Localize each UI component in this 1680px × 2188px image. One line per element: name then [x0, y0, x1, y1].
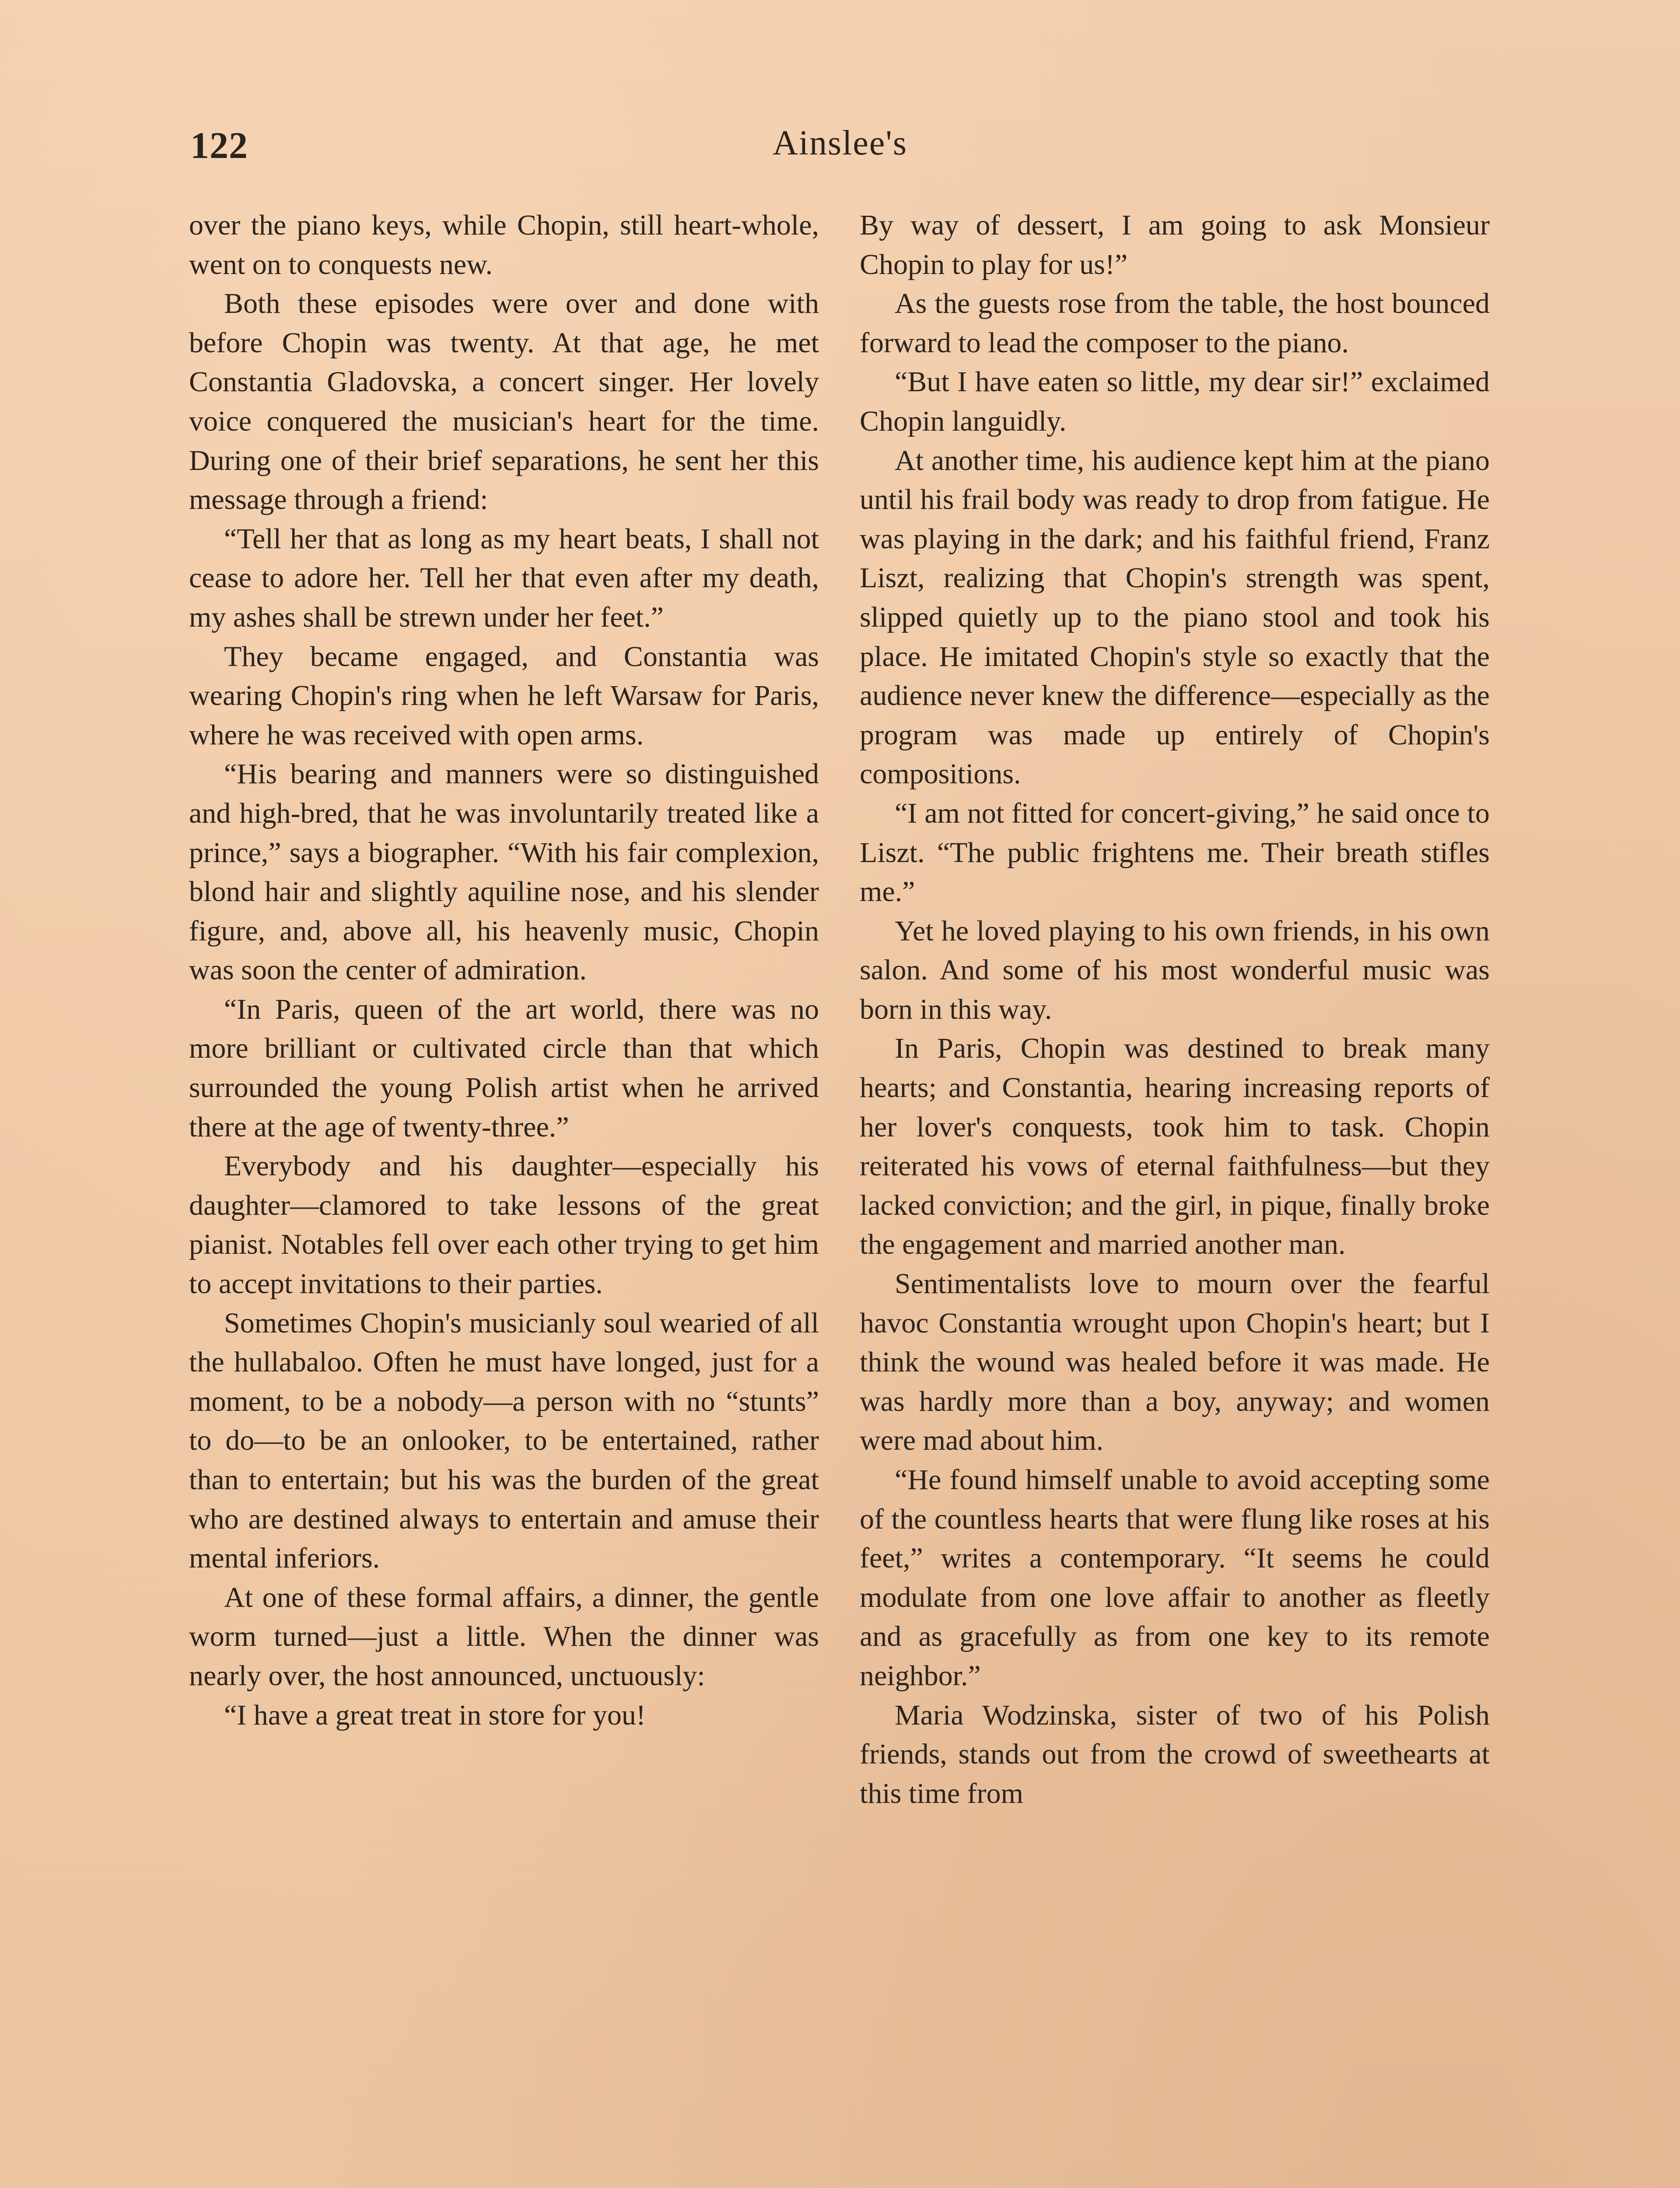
- paragraph: At another time, his audience kept him at the piano until his frail body was ready to drop from fatigue. He was playing in the dark; and his faithful friend, Franz Liszt, realizing that Chopin's strength was spent, slipped quietly up to the piano stool and took his place. He imitated Chopin's style so exactly that the audience never knew the difference—especially as the program was made up entirely of Chopin's compositions.: [860, 444, 1490, 790]
- paragraph: “His bearing and manners were so distinguished and high-bred, that he was involuntarily treated like a prince,” says a biographer. “With his fair complexion, blond hair and slightly aquiline nose, and his slender figure, and, above all, his heavenly music, Chopin was soon the center of admiration.: [189, 758, 819, 986]
- paragraph: By way of dessert, I am going to ask Monsieur Chopin to play for us!”: [860, 209, 1490, 281]
- paragraph: “But I have eaten so little, my dear sir!” exclaimed Chopin languidly.: [860, 366, 1490, 437]
- paragraph: “I have a great treat in store for you!: [224, 1699, 646, 1731]
- paragraph: As the guests rose from the table, the host bounced forward to lead the composer to the piano.: [860, 288, 1490, 359]
- page-header: [190, 123, 1490, 172]
- paragraph: Everybody and his daughter—especially his daughter—clamored to take lessons of the great pianist. Notables fell over each other trying to get him to accept invitations to their parties.: [189, 1150, 819, 1300]
- paragraph: Sentimentalists love to mourn over the fearful havoc Constantia wrought upon Chopin's heart; but I think the wound was healed before it was made. He was hardly more than a boy, anyway; and women were mad about him.: [860, 1268, 1490, 1457]
- paragraph: “I am not fitted for concert-giving,” he said once to Liszt. “The public frightens me. Their breath stifles me.”: [860, 797, 1490, 908]
- right-column: [860, 206, 1490, 2184]
- paragraph: Sometimes Chopin's musicianly soul wearied of all the hullabaloo. Often he must have longed, just for a moment, to be a nobody—a person with no “stunts” to do—to be an onlooker, to be entertained, rather than to entertain; but his was the burden of the great who are destined always to entertain and amuse their mental inferiors.: [189, 1307, 819, 1574]
- paragraph: “In Paris, queen of the art world, there was no more brilliant or cultivated circle than that which surrounded the young Polish artist when he arrived there at the age of twenty-three.”: [189, 993, 819, 1143]
- paragraph: In Paris, Chopin was destined to break many hearts; and Constantia, hearing increasing reports of her lover's conquests, took him to task. Chopin reiterated his vows of eternal faithfulness—but they lacked conviction; and the girl, in pique, finally broke the engagement and married another man.: [860, 1032, 1490, 1261]
- paragraph: Both these episodes were over and done with before Chopin was twenty. At that age, he met Constantia Gladovska, a concert singer. Her lovely voice conquered the musician's heart for the time. During one of their brief separations, he sent her this message through a friend:: [189, 288, 819, 516]
- paragraph: over the piano keys, while Chopin, still heart-whole, went on to conquests new.: [189, 209, 819, 281]
- paragraph: Maria Wodzinska, sister of two of his Polish friends, stands out from the crowd of sweethearts at this time from: [860, 1699, 1490, 1809]
- running-title: Ainslee's: [773, 124, 907, 162]
- page-number: 122: [190, 124, 248, 166]
- left-column: [189, 206, 819, 2184]
- paragraph: They became engaged, and Constantia was wearing Chopin's ring when he left Warsaw for Paris, where he was received with open arms.: [189, 640, 819, 751]
- paragraph: “He found himself unable to avoid accepting some of the countless hearts that were flung like roses at his feet,” writes a contemporary. “It seems he could modulate from one love affair to another as fleetly and as gracefully as from one key to its remote neighbor.”: [860, 1464, 1490, 1692]
- paragraph: At one of these formal affairs, a dinner, the gentle worm turned—just a little. When the dinner was nearly over, the host announced, unctuously:: [189, 1581, 819, 1692]
- paragraph: Yet he loved playing to his own friends, in his own salon. And some of his most wonderful music was born in this way.: [860, 915, 1490, 1025]
- paragraph: “Tell her that as long as my heart beats, I shall not cease to adore her. Tell her that even after my death, my ashes shall be strewn under her feet.”: [189, 522, 819, 633]
